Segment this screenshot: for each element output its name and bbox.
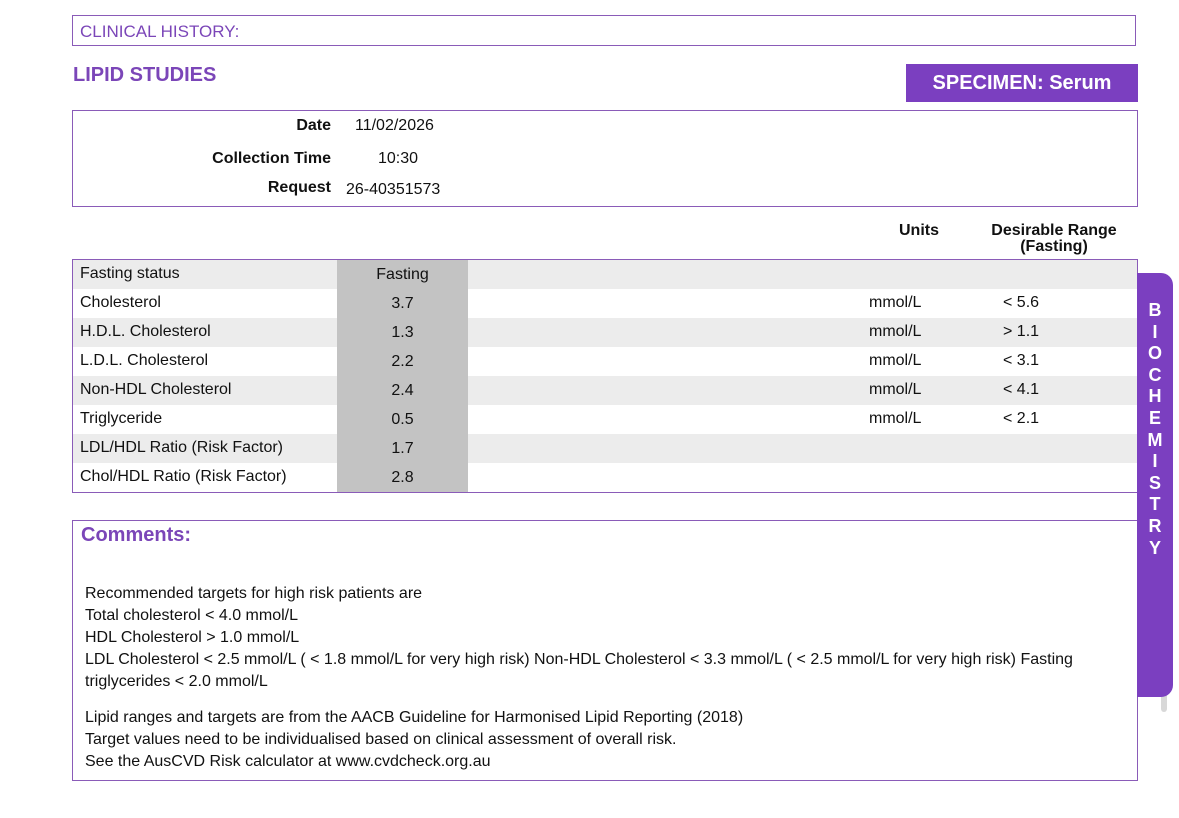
- table-row: [73, 289, 1137, 318]
- test-result: 2.8: [337, 463, 468, 492]
- table-row: [73, 405, 1137, 434]
- side-tab-letter: I: [1152, 451, 1158, 472]
- collection-time-value: 10:30: [378, 150, 419, 167]
- side-tab-letter: H: [1148, 386, 1162, 407]
- test-unit: mmol/L: [869, 294, 922, 311]
- side-tab-letter: S: [1148, 472, 1161, 493]
- comment-line: See the AusCVD Risk calculator at www.cvdcheck.org.au: [85, 753, 491, 770]
- request-info-box: [72, 110, 1138, 207]
- comment-line: LDL Cholesterol < 2.5 mmol/L ( < 1.8 mmol/L for very high risk) Non-HDL Cholesterol < 3.3 mmol/L ( < 2.5 mmol/L for very high risk) Fasting triglycerides < 2.0 mmol/L: [85, 651, 1073, 690]
- test-range: < 2.1: [1003, 410, 1040, 427]
- date-value: 11/02/2026: [355, 117, 434, 134]
- test-result: 2.4: [337, 376, 468, 405]
- side-tab-letter: M: [1147, 429, 1163, 450]
- clinical-history-box: [72, 15, 1136, 46]
- clinical-history-label: CLINICAL HISTORY:: [80, 22, 240, 41]
- collection-time-label: Collection Time: [212, 150, 331, 167]
- side-tab-letter: E: [1148, 407, 1161, 428]
- test-result: 0.5: [337, 405, 468, 434]
- comment-line: Recommended targets for high risk patients are: [85, 585, 423, 602]
- side-tab-letter: T: [1149, 494, 1161, 515]
- side-tab-letter: C: [1148, 364, 1162, 385]
- side-tab-letter: Y: [1148, 537, 1161, 558]
- comment-line: Target values need to be individualised based on clinical assessment of overall risk.: [85, 731, 677, 748]
- table-row: [73, 434, 1137, 463]
- request-label: Request: [267, 179, 331, 196]
- test-unit: mmol/L: [869, 323, 922, 340]
- test-name: H.D.L. Cholesterol: [80, 323, 211, 340]
- test-name: Chol/HDL Ratio (Risk Factor): [80, 468, 287, 485]
- test-name: Triglyceride: [80, 410, 163, 427]
- test-range: > 1.1: [1003, 323, 1040, 340]
- table-row: [73, 463, 1137, 492]
- request-value: 26-40351573: [346, 181, 441, 198]
- table-row: [73, 260, 1137, 289]
- table-row: [73, 376, 1137, 405]
- comment-line: Lipid ranges and targets are from the AACB Guideline for Harmonised Lipid Reporting (2018): [85, 709, 744, 726]
- test-result: 2.2: [337, 347, 468, 376]
- test-name: Non-HDL Cholesterol: [80, 381, 232, 398]
- test-name: Cholesterol: [80, 294, 161, 311]
- test-name: LDL/HDL Ratio (Risk Factor): [80, 439, 284, 456]
- comments-title: Comments:: [81, 524, 192, 546]
- test-result: 1.7: [337, 434, 468, 463]
- biochemistry-side-tab[interactable]: [1137, 273, 1173, 697]
- comment-line: HDL Cholesterol > 1.0 mmol/L: [85, 629, 300, 646]
- test-unit: mmol/L: [869, 410, 922, 427]
- side-tab-letter: I: [1152, 321, 1158, 342]
- test-result: 1.3: [337, 318, 468, 347]
- range-header: [974, 223, 1134, 255]
- range-header-line1: Desirable Range: [991, 222, 1117, 239]
- test-name: L.D.L. Cholesterol: [80, 352, 209, 369]
- range-header-line2: (Fasting): [1020, 238, 1088, 255]
- comment-line: Total cholesterol < 4.0 mmol/L: [85, 607, 298, 624]
- test-name: Fasting status: [80, 265, 180, 282]
- comment-spacer: [85, 693, 1130, 707]
- section-title: LIPID STUDIES: [73, 64, 217, 86]
- test-result: 3.7: [337, 289, 468, 318]
- side-tab-letter: B: [1148, 300, 1162, 320]
- table-row: [73, 347, 1137, 376]
- results-table: [72, 259, 1138, 493]
- test-result: Fasting: [337, 260, 468, 289]
- test-unit: mmol/L: [869, 352, 922, 369]
- side-tab-letter: O: [1147, 343, 1162, 364]
- comments-body: [85, 583, 1130, 773]
- test-range: < 4.1: [1003, 381, 1040, 398]
- test-range: < 3.1: [1003, 352, 1040, 369]
- comments-box: [72, 520, 1138, 781]
- units-header: Units: [899, 222, 939, 239]
- specimen-badge: SPECIMEN: Serum: [906, 64, 1138, 102]
- date-label: Date: [296, 117, 331, 134]
- side-tab-letter: R: [1148, 515, 1162, 536]
- test-range: < 5.6: [1003, 294, 1040, 311]
- table-row: [73, 318, 1137, 347]
- test-unit: mmol/L: [869, 381, 922, 398]
